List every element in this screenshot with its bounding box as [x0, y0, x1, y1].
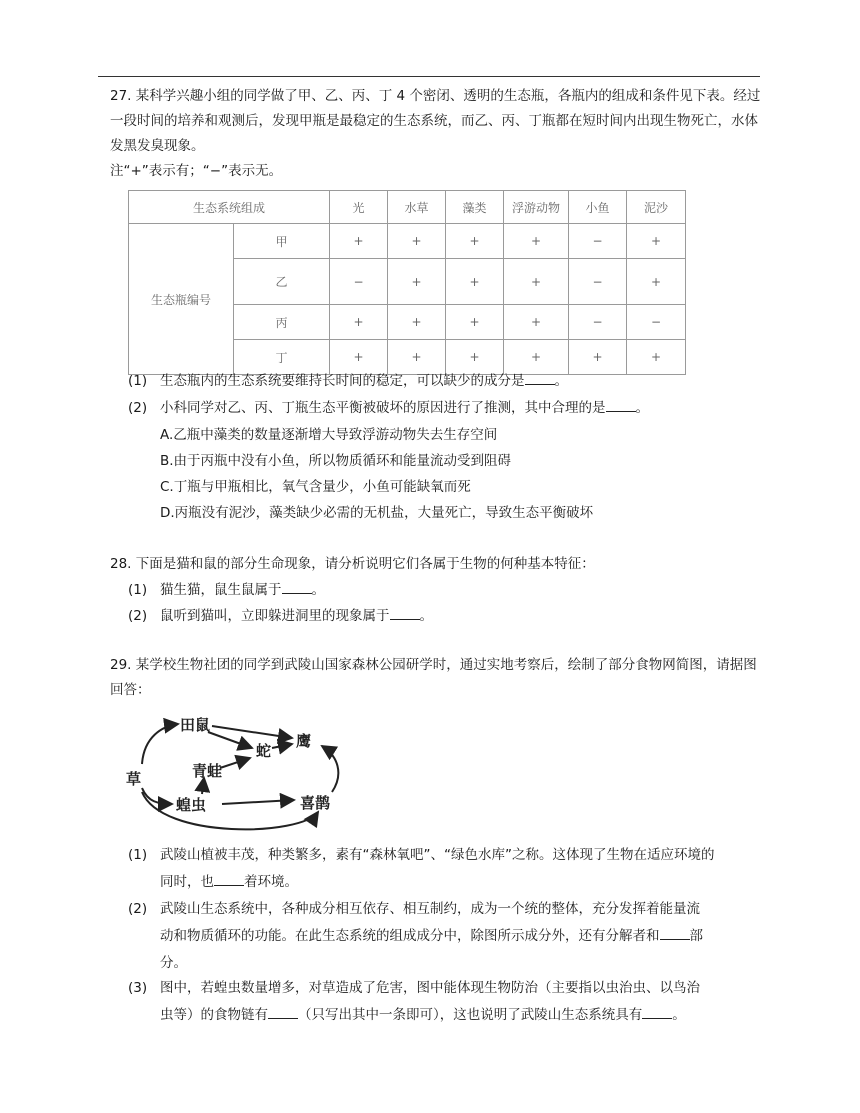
sub-text-end: 。	[311, 582, 325, 598]
node-locust: 蝗虫	[176, 796, 207, 814]
sub-text: 动和物质循环的功能。在此生态系统的组成成分中，除图所示成分外，还有分解者和	[160, 928, 660, 944]
answer-blank[interactable]	[660, 925, 690, 940]
food-web-diagram	[122, 712, 362, 840]
q27-note: 注“+”表示有；“−”表示无。	[110, 163, 283, 179]
node-eagle: 鹰	[296, 732, 312, 750]
table-cell: +	[388, 340, 446, 375]
answer-blank[interactable]	[268, 1004, 298, 1019]
sub-text: 猫生猫，鼠生鼠属于	[160, 582, 282, 598]
table-cell: +	[446, 305, 504, 340]
sub-text: 武陵山生态系统中，各种成分相互依存、相互制约，成为一个统的整体，充分发挥着能量流	[160, 901, 700, 917]
arrow-snake-eagle	[272, 744, 292, 748]
table-cell: +	[388, 305, 446, 340]
answer-blank[interactable]	[390, 605, 420, 620]
option-d: D.丙瓶没有泥沙，藻类缺少必需的无机盐，大量死亡，导致生态平衡破坏	[160, 505, 594, 521]
option-a: A.乙瓶中藻类的数量逐渐增大导致浮游动物失去生存空间	[160, 427, 498, 443]
table-cell: +	[388, 224, 446, 259]
sub-text: 分。	[160, 955, 187, 971]
table-row-name: 甲	[234, 224, 330, 259]
answer-blank[interactable]	[642, 1004, 672, 1019]
table-col-header: 光	[330, 191, 388, 224]
sub-number: (3)	[128, 980, 148, 996]
sub-number: (1)	[128, 373, 148, 389]
node-magpie: 喜鹊	[300, 794, 331, 812]
sub-text: 小科同学对乙、丙、丁瓶生态平衡被破坏的原因进行了推测，其中合理的是	[160, 400, 606, 416]
sub-text: 生态瓶内的生态系统要维持长时间的稳定，可以缺少的成分是	[160, 373, 525, 389]
table-cell: +	[446, 224, 504, 259]
answer-blank[interactable]	[214, 871, 244, 886]
eco-bottle-table	[128, 190, 686, 375]
header-rule	[98, 76, 760, 77]
table-cell: +	[627, 224, 686, 259]
table-cell: −	[569, 259, 627, 305]
table-cell: +	[446, 340, 504, 375]
sub-text: 部	[689, 928, 703, 944]
table-cell: +	[330, 305, 388, 340]
sub-number: (2)	[128, 608, 148, 624]
sub-number: (2)	[128, 901, 148, 917]
q29-stem: 29. 某学校生物社团的同学到武陵山国家森林公园研学时，通过实地考察后，绘制了部分食物网简图，请据图回答：	[110, 657, 757, 698]
table-col-header: 水草	[388, 191, 446, 224]
table-col-header: 藻类	[446, 191, 504, 224]
table-cell: +	[504, 305, 569, 340]
table-cell: +	[446, 259, 504, 305]
q27-stem: 27. 某科学兴趣小组的同学做了甲、乙、丙、丁 4 个密闭、透明的生态瓶，各瓶内的组成和条件见下表。经过一段时间的培养和观测后，发现甲瓶是最稳定的生态系统，而乙、丙、丁瓶都在短时间内出现生物死亡，水体发黑发臭现象。	[110, 88, 761, 154]
table-cell: −	[569, 305, 627, 340]
table-row-name: 丁	[234, 340, 330, 375]
sub-number: (2)	[128, 400, 148, 416]
arrow-locust-frog	[202, 778, 204, 794]
sub-text: 图中，若蝗虫数量增多，对草造成了危害，图中能体现生物防治（主要指以虫治虫、以鸟治	[160, 980, 700, 996]
table-row-group-label: 生态瓶编号	[129, 224, 234, 375]
node-frog: 青蛙	[192, 762, 223, 780]
sub-text: 虫等）的食物链有	[160, 1007, 268, 1023]
option-c: C.丁瓶与甲瓶相比，氧气含量少，小鱼可能缺氧而死	[160, 479, 471, 495]
table-cell: +	[504, 259, 569, 305]
table-row-name: 丙	[234, 305, 330, 340]
arrow-grass-magpie	[142, 792, 318, 829]
node-vole: 田鼠	[180, 716, 211, 734]
answer-blank[interactable]	[606, 397, 636, 412]
node-snake: 蛇	[256, 742, 272, 760]
table-row-name: 乙	[234, 259, 330, 305]
table-cell: −	[330, 259, 388, 305]
arrow-vole-snake	[208, 732, 252, 748]
answer-blank[interactable]	[282, 579, 312, 594]
table-cell: +	[330, 224, 388, 259]
arrow-vole-eagle	[212, 726, 292, 738]
table-cell: +	[504, 340, 569, 375]
sub-text: 着环境。	[244, 874, 298, 890]
sub-text-end: 。	[554, 373, 568, 389]
sub-text-end: 。	[419, 608, 433, 624]
arrow-frog-snake	[220, 758, 250, 768]
arrow-locust-magpie	[222, 800, 294, 804]
sub-text: （只写出其中一条即可），这也说明了武陵山生态系统具有	[298, 1007, 643, 1023]
sub-number: (1)	[128, 582, 148, 598]
sub-text: 同时，也	[160, 874, 214, 890]
table-cell: +	[388, 259, 446, 305]
sub-text: 鼠听到猫叫，立即躲进洞里的现象属于	[160, 608, 390, 624]
table-col-header: 小鱼	[569, 191, 627, 224]
answer-blank[interactable]	[525, 370, 555, 385]
table-header-label: 生态系统组成	[129, 191, 330, 224]
table-cell: −	[569, 224, 627, 259]
arrow-magpie-eagle	[322, 746, 338, 792]
sub-number: (1)	[128, 847, 148, 863]
arrow-grass-vole	[142, 724, 178, 764]
sub-text: 。	[672, 1007, 686, 1023]
sub-text-end: 。	[635, 400, 649, 416]
table-col-header: 泥沙	[627, 191, 686, 224]
table-cell: +	[569, 340, 627, 375]
table-cell: +	[627, 340, 686, 375]
option-b: B.由于丙瓶中没有小鱼，所以物质循环和能量流动受到阻碍	[160, 453, 512, 469]
table-cell: −	[627, 305, 686, 340]
table-cell: +	[504, 224, 569, 259]
table-col-header: 浮游动物	[504, 191, 569, 224]
table-cell: +	[627, 259, 686, 305]
sub-text: 武陵山植被丰茂，种类繁多，素有“森林氧吧”、“绿色水库”之称。这体现了生物在适应环境的	[160, 847, 715, 863]
table-cell: +	[330, 340, 388, 375]
arrow-grass-locust	[142, 788, 172, 804]
node-grass: 草	[126, 770, 142, 788]
q28-stem: 28. 下面是猫和鼠的部分生命现象，请分析说明它们各属于生物的何种基本特征：	[110, 556, 595, 572]
